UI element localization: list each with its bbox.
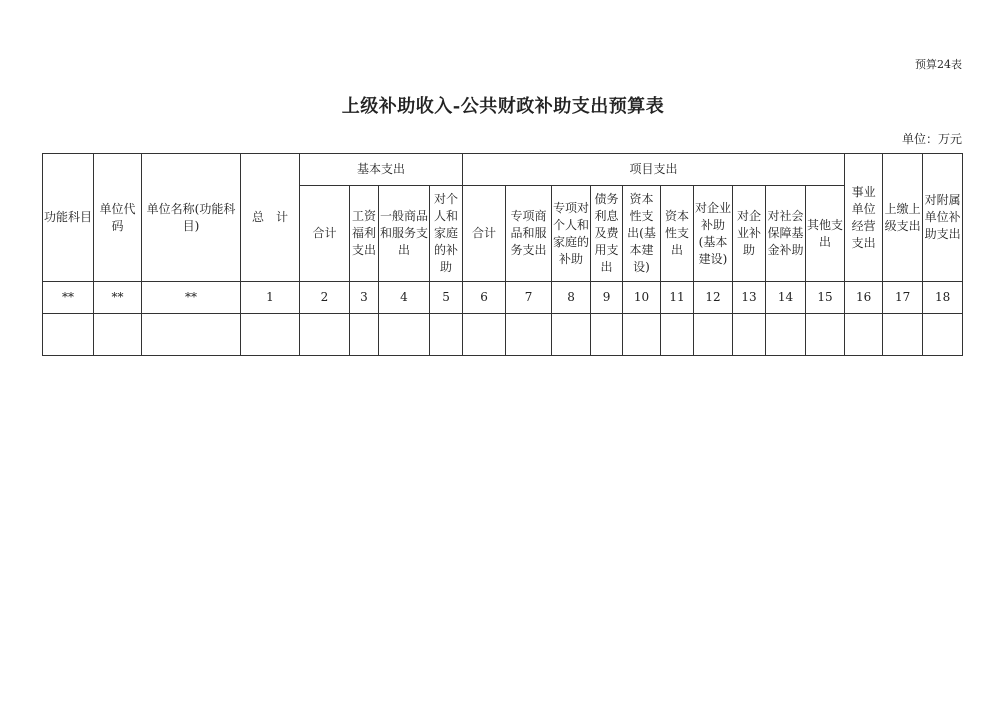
- header-unit-code: 单位代码: [94, 154, 142, 282]
- index-cell: 12: [694, 282, 733, 314]
- header-basic-expense: 基本支出: [300, 154, 463, 186]
- empty-cell: [923, 314, 963, 356]
- empty-cell: [350, 314, 379, 356]
- header-project-col: 合计: [463, 186, 506, 282]
- empty-cell: [661, 314, 694, 356]
- header-project-col: 资本性支出: [661, 186, 694, 282]
- index-cell: **: [43, 282, 94, 314]
- empty-cell: [463, 314, 506, 356]
- header-project-col: 专项对个人和家庭的补助: [552, 186, 591, 282]
- empty-cell: [883, 314, 923, 356]
- empty-cell: [241, 314, 300, 356]
- header-func-subject: 功能科目: [43, 154, 94, 282]
- index-cell: 2: [300, 282, 350, 314]
- index-row: [43, 282, 963, 314]
- unit-label: 单位：万元: [901, 132, 962, 146]
- empty-cell: [430, 314, 463, 356]
- empty-cell: [733, 314, 766, 356]
- header-project-col: 对社会保障基金补助: [766, 186, 806, 282]
- index-cell: **: [94, 282, 142, 314]
- empty-cell: [379, 314, 430, 356]
- page-title: 上级补助收入-公共财政补助支出预算表: [341, 96, 665, 117]
- header-project-col: 对企业补助: [733, 186, 766, 282]
- empty-cell: [806, 314, 845, 356]
- empty-cell: [142, 314, 241, 356]
- empty-cell: [694, 314, 733, 356]
- header-basic-col: 对个人和家庭的补助: [430, 186, 463, 282]
- index-cell: 14: [766, 282, 806, 314]
- index-cell: 3: [350, 282, 379, 314]
- empty-cell: [506, 314, 552, 356]
- empty-cell: [591, 314, 623, 356]
- index-cell: 7: [506, 282, 552, 314]
- header-total: 总 计: [241, 154, 300, 282]
- header-basic-col: 一般商品和服务支出: [379, 186, 430, 282]
- index-cell: 11: [661, 282, 694, 314]
- header-project-col: 债务利息及费用支出: [591, 186, 623, 282]
- header-pay-upper: 上缴上级支出: [883, 154, 923, 282]
- empty-cell: [552, 314, 591, 356]
- index-cell: 6: [463, 282, 506, 314]
- header-project-col: 其他支出: [806, 186, 845, 282]
- empty-cell: [43, 314, 94, 356]
- index-cell: 13: [733, 282, 766, 314]
- budget-table: [42, 153, 963, 356]
- index-cell: 4: [379, 282, 430, 314]
- index-cell: 1: [241, 282, 300, 314]
- header-basic-col: 合计: [300, 186, 350, 282]
- index-cell: **: [142, 282, 241, 314]
- empty-cell: [623, 314, 661, 356]
- empty-data-row: [43, 314, 963, 356]
- header-project-expense: 项目支出: [463, 154, 845, 186]
- header-project-col: 对企业补助(基本建设): [694, 186, 733, 282]
- index-cell: 15: [806, 282, 845, 314]
- header-basic-col: 工资福利支出: [350, 186, 379, 282]
- index-cell: 8: [552, 282, 591, 314]
- index-cell: 18: [923, 282, 963, 314]
- index-cell: 17: [883, 282, 923, 314]
- index-cell: 5: [430, 282, 463, 314]
- empty-cell: [94, 314, 142, 356]
- header-unit-name: 单位名称(功能科目): [142, 154, 241, 282]
- header-subsidiary: 对附属单位补助支出: [923, 154, 963, 282]
- header-project-col: 资本性支出(基本建设): [623, 186, 661, 282]
- empty-cell: [766, 314, 806, 356]
- empty-cell: [845, 314, 883, 356]
- index-cell: 10: [623, 282, 661, 314]
- index-cell: 9: [591, 282, 623, 314]
- empty-cell: [300, 314, 350, 356]
- header-business-unit: 事业单位经营支出: [845, 154, 883, 282]
- header-project-col: 专项商品和服务支出: [506, 186, 552, 282]
- form-number: 预算24表: [915, 58, 962, 71]
- index-cell: 16: [845, 282, 883, 314]
